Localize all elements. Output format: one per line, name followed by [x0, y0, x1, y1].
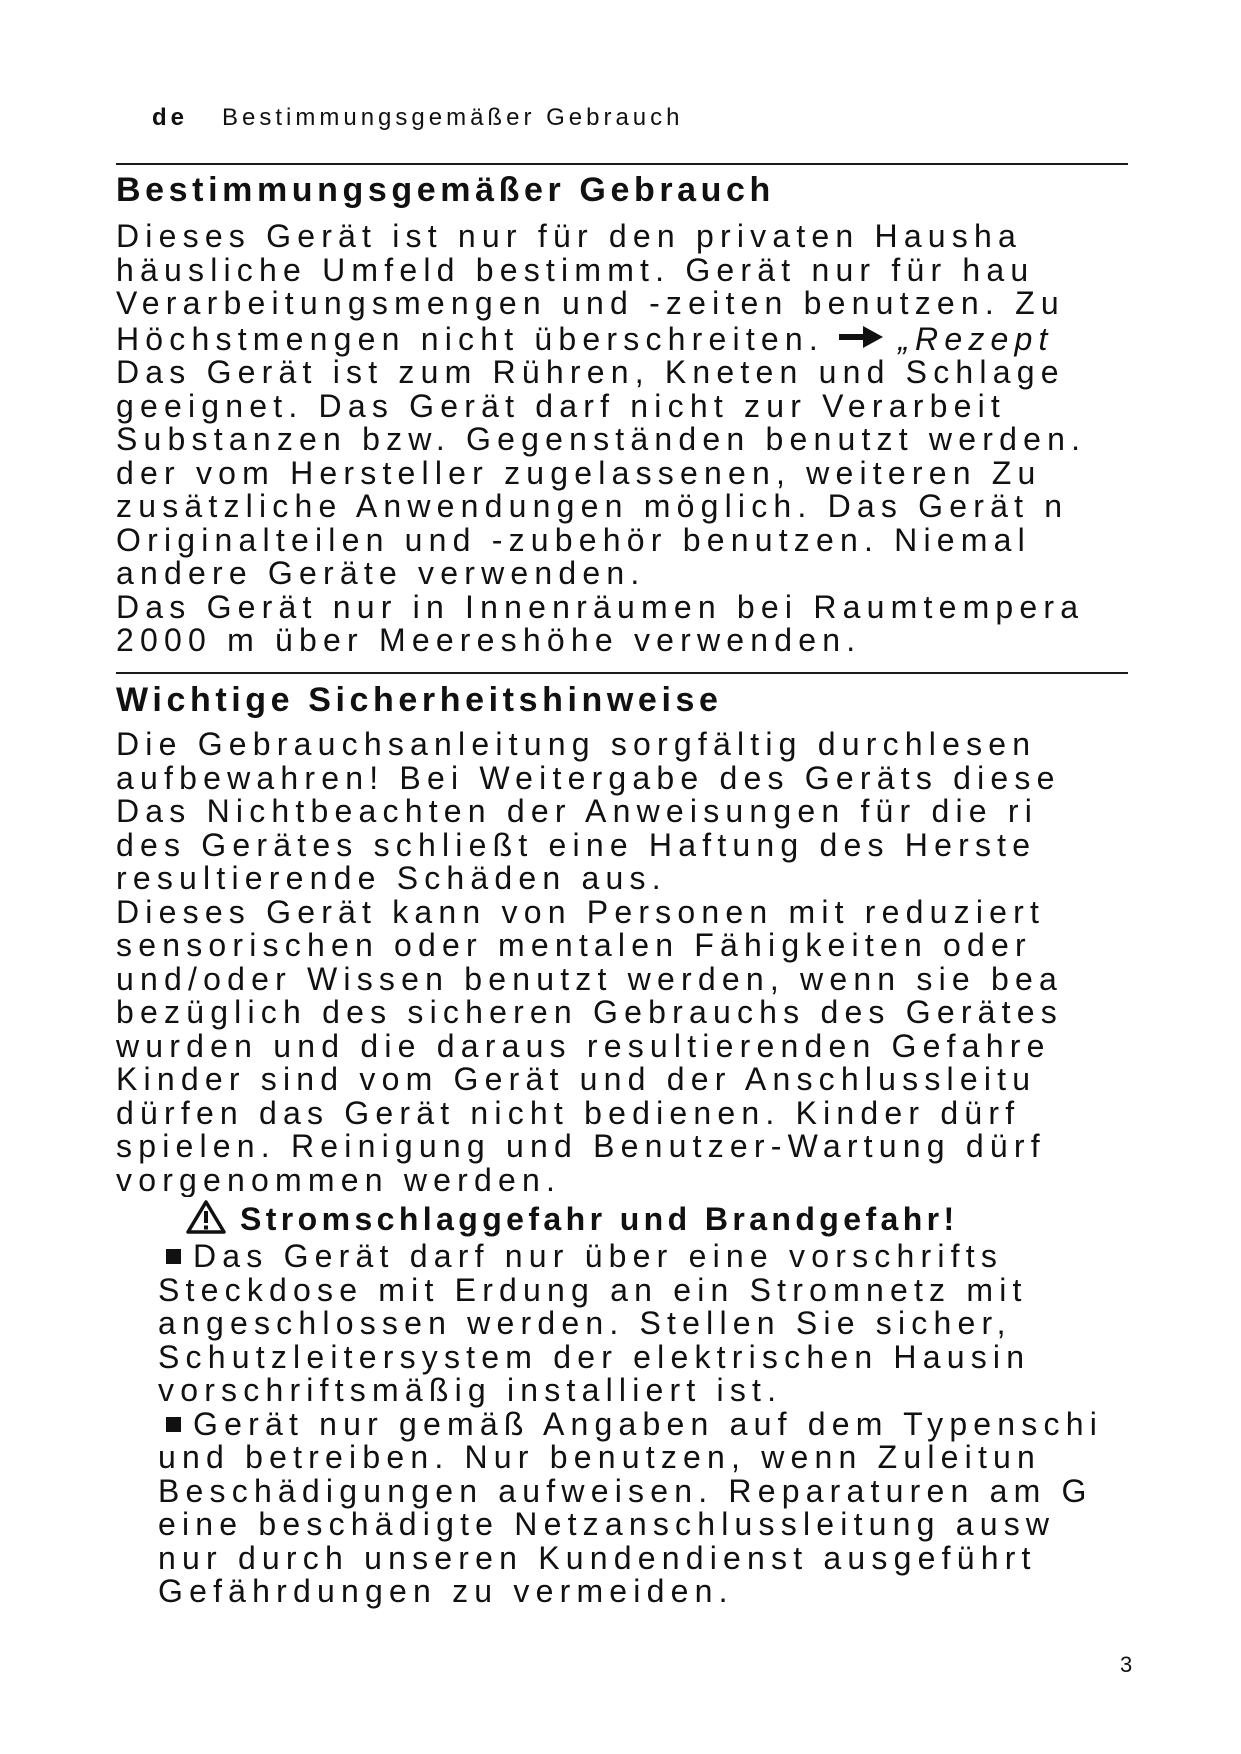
text-line: Gefährdungen zu vermeiden. — [158, 1573, 734, 1609]
warning-heading — [186, 1200, 959, 1242]
arrow-right-icon — [839, 321, 883, 355]
text-line: Dieses Gerät ist nur für den privaten Hausha — [116, 220, 1023, 254]
text-line: Steckdose mit Erdung an ein Stromnetz mit — [158, 1271, 1028, 1308]
section-divider — [116, 163, 1128, 165]
text-line: Substanzen bzw. Gegenständen benutzt werden. — [116, 421, 1087, 457]
text-line: andere Geräte verwenden. — [116, 555, 646, 591]
text-line: zusätzliche Anwendungen möglich. Das Gerät n — [116, 488, 1069, 524]
bullet-square-icon — [166, 1249, 181, 1264]
text-line: bezüglich des sicheren Gebrauchs des Gerätes — [116, 994, 1063, 1030]
warning-triangle-icon — [186, 1200, 226, 1242]
page-number: 3 — [1120, 1652, 1133, 1677]
text-line: Schutzleitersystem der elektrischen Hausin — [158, 1338, 1031, 1375]
text-line: sensorischen oder mentalen Fähigkeiten oder — [116, 927, 1032, 963]
text-line: Das Gerät ist zum Rühren, Kneten und Schlage — [116, 354, 1065, 390]
text-line: resultierende Schäden aus. — [116, 860, 667, 896]
text-line: spielen. Reinigung und Benutzer-Wartung dürf — [116, 1128, 1046, 1164]
text-line: Das Gerät nur in Innenräumen bei Raumtempera — [116, 588, 1085, 625]
text-line: angeschlossen werden. Stellen Sie sicher, — [158, 1305, 1012, 1341]
text-line: und/oder Wissen benutzt werden, wenn sie bea — [116, 960, 1063, 997]
text-line: dürfen das Gerät nicht bedienen. Kinder dürf — [116, 1094, 1021, 1131]
text-line: geeignet. Das Gerät darf nicht zur Verarbeit — [116, 387, 1007, 424]
text-line-content: Höchstmengen nicht überschreiten. — [116, 320, 824, 357]
text-line: wurden und die daraus resultierenden Gefahre — [116, 1027, 1051, 1064]
text-line: Die Gebrauchsanleitung sorgfältig durchlesen — [116, 728, 1037, 762]
text-line: Dieses Gerät kann von Personen mit reduziert — [116, 893, 1046, 930]
text-line: Kinder sind vom Gerät und der Anschlussleitu — [116, 1061, 1037, 1097]
text-line: nur durch unseren Kundendienst ausgeführt — [158, 1539, 1037, 1576]
text-line: der vom Hersteller zugelassenen, weiteren Zu — [116, 454, 1042, 491]
section-body-intended-use — [116, 220, 1213, 658]
list-item: Das Gerät darf nur über eine vorschrifts — [158, 1240, 1213, 1274]
text-line: Verarbeitungsmengen und -zeiten benutzen. Zu — [116, 285, 1065, 321]
text-line: eine beschädigte Netzanschlussleitung ausw — [158, 1506, 1056, 1542]
section-body-safety — [116, 728, 1213, 1197]
text-line: vorschriftsmäßig installiert ist. — [158, 1372, 783, 1408]
text-line: 2000 m über Meereshöhe verwenden. — [116, 622, 862, 658]
language-code: de — [152, 104, 189, 131]
warning-body — [158, 1240, 1213, 1609]
text-line: Originalteilen und -zubehör benutzen. Niemal — [116, 521, 1031, 558]
text-line: und betreiben. Nur benutzen, wenn Zuleitun — [158, 1439, 1042, 1475]
text-line: aufbewahren! Bei Weitergabe des Geräts diese — [116, 759, 1061, 796]
list-item: Gerät nur gemäß Angaben auf dem Typenschi — [158, 1408, 1213, 1442]
text-line: häusliche Umfeld bestimmt. Gerät nur für hau — [116, 251, 1035, 288]
warning-heading-text: Stromschlaggefahr und Brandgefahr! — [240, 1201, 959, 1237]
section-title-safety: Wichtige Sicherheitshinweise — [116, 681, 723, 719]
recipe-reference-link[interactable]: „Rezept — [898, 320, 1054, 357]
running-header — [152, 104, 684, 132]
section-divider — [116, 672, 1128, 674]
section-title-intended-use: Bestimmungsgemäßer Gebrauch — [116, 171, 775, 209]
bullet-square-icon — [166, 1417, 181, 1432]
text-line: Das Nichtbeachten der Anweisungen für die ri — [116, 793, 1039, 829]
running-header-title: Bestimmungsgemäßer Gebrauch — [222, 104, 684, 131]
text-line: vorgenommen werden. — [116, 1161, 562, 1197]
text-line: des Gerätes schließt eine Haftung des Herste — [116, 826, 1037, 863]
text-line — [116, 321, 1213, 357]
text-line: Beschädigungen aufweisen. Reparaturen am G — [158, 1472, 1093, 1509]
